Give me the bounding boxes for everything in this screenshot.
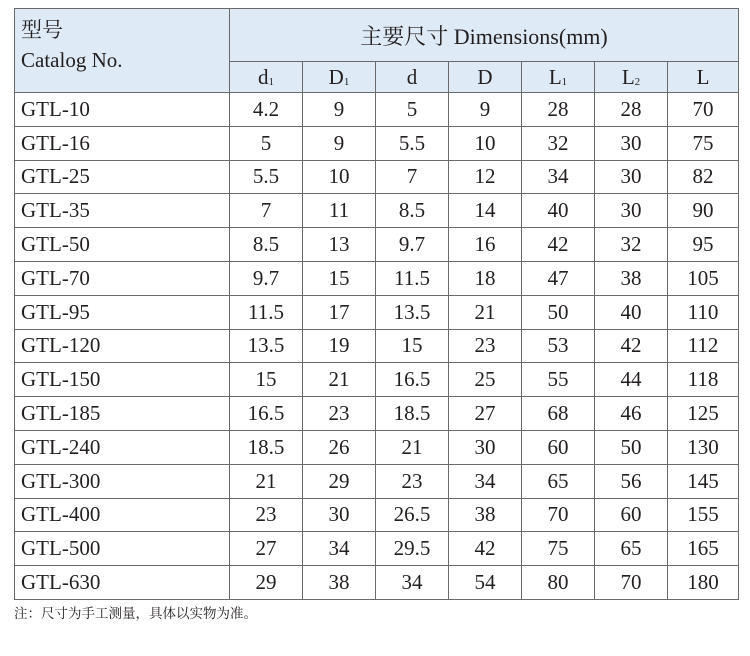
table-row bbox=[15, 397, 739, 431]
dimension-cell: 56 bbox=[595, 464, 668, 498]
footnote: 注：尺寸为手工测量，具体以实物为准。 bbox=[14, 606, 257, 622]
catalog-header-cn: 型号 bbox=[21, 18, 63, 42]
dimension-cell: 8.5 bbox=[376, 194, 449, 228]
dimension-cell: 30 bbox=[595, 160, 668, 194]
dimension-cell: 23 bbox=[303, 397, 376, 431]
dimension-cell: 15 bbox=[303, 261, 376, 295]
dimension-cell: 21 bbox=[230, 464, 303, 498]
column-header-D bbox=[449, 62, 522, 93]
dimension-cell: 44 bbox=[595, 363, 668, 397]
dimension-cell: 90 bbox=[668, 194, 739, 228]
catalog-cell: GTL-16 bbox=[15, 126, 230, 160]
dimension-cell: 60 bbox=[595, 498, 668, 532]
dimension-cell: 105 bbox=[668, 261, 739, 295]
dimension-cell: 11.5 bbox=[230, 295, 303, 329]
dimension-cell: 9.7 bbox=[230, 261, 303, 295]
table-row bbox=[15, 295, 739, 329]
table-row bbox=[15, 126, 739, 160]
dimension-cell: 11.5 bbox=[376, 261, 449, 295]
dimension-cell: 55 bbox=[522, 363, 595, 397]
dimension-cell: 34 bbox=[449, 464, 522, 498]
dimension-cell: 125 bbox=[668, 397, 739, 431]
catalog-cell: GTL-25 bbox=[15, 160, 230, 194]
dimension-cell: 14 bbox=[449, 194, 522, 228]
table-row bbox=[15, 464, 739, 498]
dimension-cell: 47 bbox=[522, 261, 595, 295]
catalog-cell: GTL-630 bbox=[15, 566, 230, 600]
catalog-cell: GTL-185 bbox=[15, 397, 230, 431]
table-header bbox=[15, 9, 739, 93]
dimension-cell: 75 bbox=[668, 126, 739, 160]
column-header-base: L bbox=[696, 64, 710, 89]
column-header-L2 bbox=[595, 62, 668, 93]
dimension-cell: 15 bbox=[376, 329, 449, 363]
dimension-cell: 180 bbox=[668, 566, 739, 600]
dimension-cell: 30 bbox=[449, 430, 522, 464]
dimension-cell: 26 bbox=[303, 430, 376, 464]
table-row bbox=[15, 329, 739, 363]
table-row bbox=[15, 430, 739, 464]
dimension-cell: 8.5 bbox=[230, 228, 303, 262]
dimension-cell: 54 bbox=[449, 566, 522, 600]
dimension-cell: 38 bbox=[303, 566, 376, 600]
table-row bbox=[15, 93, 739, 127]
catalog-header-en: Catalog No. bbox=[21, 48, 123, 72]
dimension-cell: 17 bbox=[303, 295, 376, 329]
dimension-cell: 9 bbox=[303, 93, 376, 127]
dimensions-table bbox=[14, 8, 739, 600]
column-header-d bbox=[376, 62, 449, 93]
dimension-cell: 46 bbox=[595, 397, 668, 431]
catalog-cell: GTL-35 bbox=[15, 194, 230, 228]
dimension-cell: 18.5 bbox=[376, 397, 449, 431]
dimension-cell: 50 bbox=[595, 430, 668, 464]
dimension-cell: 23 bbox=[449, 329, 522, 363]
dimension-cell: 12 bbox=[449, 160, 522, 194]
column-header-base: d bbox=[258, 64, 269, 89]
dimension-cell: 53 bbox=[522, 329, 595, 363]
dimension-cell: 5.5 bbox=[376, 126, 449, 160]
catalog-cell: GTL-150 bbox=[15, 363, 230, 397]
dimension-cell: 28 bbox=[522, 93, 595, 127]
table-row bbox=[15, 261, 739, 295]
dimension-cell: 9 bbox=[449, 93, 522, 127]
dimension-cell: 5 bbox=[230, 126, 303, 160]
table-row bbox=[15, 566, 739, 600]
dimension-cell: 155 bbox=[668, 498, 739, 532]
dimension-cell: 70 bbox=[522, 498, 595, 532]
dimension-cell: 42 bbox=[522, 228, 595, 262]
column-header-subscript: 1 bbox=[561, 75, 568, 88]
dimension-cell: 13.5 bbox=[376, 295, 449, 329]
catalog-cell: GTL-300 bbox=[15, 464, 230, 498]
dimension-cell: 23 bbox=[376, 464, 449, 498]
dimension-cell: 7 bbox=[230, 194, 303, 228]
dimension-cell: 21 bbox=[376, 430, 449, 464]
dimension-cell: 18.5 bbox=[230, 430, 303, 464]
column-header-subscript: 2 bbox=[634, 75, 641, 88]
dimension-cell: 80 bbox=[522, 566, 595, 600]
dimension-cell: 30 bbox=[303, 498, 376, 532]
dimension-cell: 15 bbox=[230, 363, 303, 397]
table-row bbox=[15, 363, 739, 397]
catalog-cell: GTL-500 bbox=[15, 532, 230, 566]
dimension-cell: 70 bbox=[595, 566, 668, 600]
dimension-cell: 32 bbox=[595, 228, 668, 262]
table-row bbox=[15, 498, 739, 532]
table-body bbox=[15, 93, 739, 600]
dimension-cell: 18 bbox=[449, 261, 522, 295]
dimension-cell: 10 bbox=[303, 160, 376, 194]
dimension-cell: 34 bbox=[303, 532, 376, 566]
table-row bbox=[15, 532, 739, 566]
catalog-cell: GTL-70 bbox=[15, 261, 230, 295]
catalog-cell: GTL-95 bbox=[15, 295, 230, 329]
column-header-base: L bbox=[621, 64, 635, 89]
dimension-cell: 110 bbox=[668, 295, 739, 329]
dimension-cell: 75 bbox=[522, 532, 595, 566]
dimension-cell: 16.5 bbox=[376, 363, 449, 397]
dimension-cell: 68 bbox=[522, 397, 595, 431]
dimension-cell: 5.5 bbox=[230, 160, 303, 194]
dimension-cell: 21 bbox=[449, 295, 522, 329]
dimension-cell: 40 bbox=[522, 194, 595, 228]
column-header-base: L bbox=[548, 64, 562, 89]
column-header-base: d bbox=[406, 64, 418, 89]
dimension-cell: 27 bbox=[449, 397, 522, 431]
dimension-cell: 95 bbox=[668, 228, 739, 262]
column-header-subscript: 1 bbox=[343, 75, 350, 88]
dimension-cell: 29 bbox=[230, 566, 303, 600]
dimension-cell: 50 bbox=[522, 295, 595, 329]
dimension-cell: 130 bbox=[668, 430, 739, 464]
dimension-cell: 4.2 bbox=[230, 93, 303, 127]
dimension-cell: 60 bbox=[522, 430, 595, 464]
dimension-cell: 34 bbox=[376, 566, 449, 600]
dimension-cell: 13.5 bbox=[230, 329, 303, 363]
column-header-d1 bbox=[230, 62, 303, 93]
dimension-cell: 118 bbox=[668, 363, 739, 397]
dimension-cell: 28 bbox=[595, 93, 668, 127]
table-row bbox=[15, 194, 739, 228]
dimension-cell: 32 bbox=[522, 126, 595, 160]
catalog-cell: GTL-240 bbox=[15, 430, 230, 464]
catalog-cell: GTL-400 bbox=[15, 498, 230, 532]
table-row bbox=[15, 160, 739, 194]
dimension-cell: 145 bbox=[668, 464, 739, 498]
dimension-cell: 165 bbox=[668, 532, 739, 566]
table-row bbox=[15, 228, 739, 262]
column-header-base: D bbox=[477, 64, 493, 89]
column-header-D1 bbox=[303, 62, 376, 93]
dimension-cell: 38 bbox=[449, 498, 522, 532]
dimension-cell: 9.7 bbox=[376, 228, 449, 262]
dimension-cell: 16 bbox=[449, 228, 522, 262]
catalog-cell: GTL-120 bbox=[15, 329, 230, 363]
dimension-cell: 27 bbox=[230, 532, 303, 566]
dimension-cell: 42 bbox=[449, 532, 522, 566]
dimension-cell: 11 bbox=[303, 194, 376, 228]
column-header-L bbox=[668, 62, 739, 93]
dimension-cell: 29.5 bbox=[376, 532, 449, 566]
spec-table-container bbox=[14, 8, 738, 600]
dimension-cell: 5 bbox=[376, 93, 449, 127]
dimension-cell: 30 bbox=[595, 194, 668, 228]
catalog-cell: GTL-10 bbox=[15, 93, 230, 127]
dimension-cell: 10 bbox=[449, 126, 522, 160]
column-header-L1 bbox=[522, 62, 595, 93]
dimension-cell: 30 bbox=[595, 126, 668, 160]
dimension-cell: 26.5 bbox=[376, 498, 449, 532]
dimension-cell: 38 bbox=[595, 261, 668, 295]
dimension-cell: 23 bbox=[230, 498, 303, 532]
dimension-cell: 9 bbox=[303, 126, 376, 160]
column-header-subscript: 1 bbox=[268, 75, 274, 88]
dimension-cell: 40 bbox=[595, 295, 668, 329]
catalog-cell: GTL-50 bbox=[15, 228, 230, 262]
dimension-cell: 42 bbox=[595, 329, 668, 363]
dimension-cell: 7 bbox=[376, 160, 449, 194]
dimension-cell: 29 bbox=[303, 464, 376, 498]
dimension-cell: 21 bbox=[303, 363, 376, 397]
dimension-cell: 65 bbox=[522, 464, 595, 498]
dimension-cell: 19 bbox=[303, 329, 376, 363]
dimension-cell: 65 bbox=[595, 532, 668, 566]
catalog-header bbox=[15, 9, 230, 93]
dimension-cell: 25 bbox=[449, 363, 522, 397]
dimension-cell: 112 bbox=[668, 329, 739, 363]
dimension-cell: 70 bbox=[668, 93, 739, 127]
dimension-cell: 13 bbox=[303, 228, 376, 262]
column-header-base: D bbox=[328, 64, 344, 89]
dimensions-title: 主要尺寸 Dimensions(mm) bbox=[230, 9, 739, 62]
dimension-cell: 34 bbox=[522, 160, 595, 194]
dimension-cell: 82 bbox=[668, 160, 739, 194]
dimension-cell: 16.5 bbox=[230, 397, 303, 431]
